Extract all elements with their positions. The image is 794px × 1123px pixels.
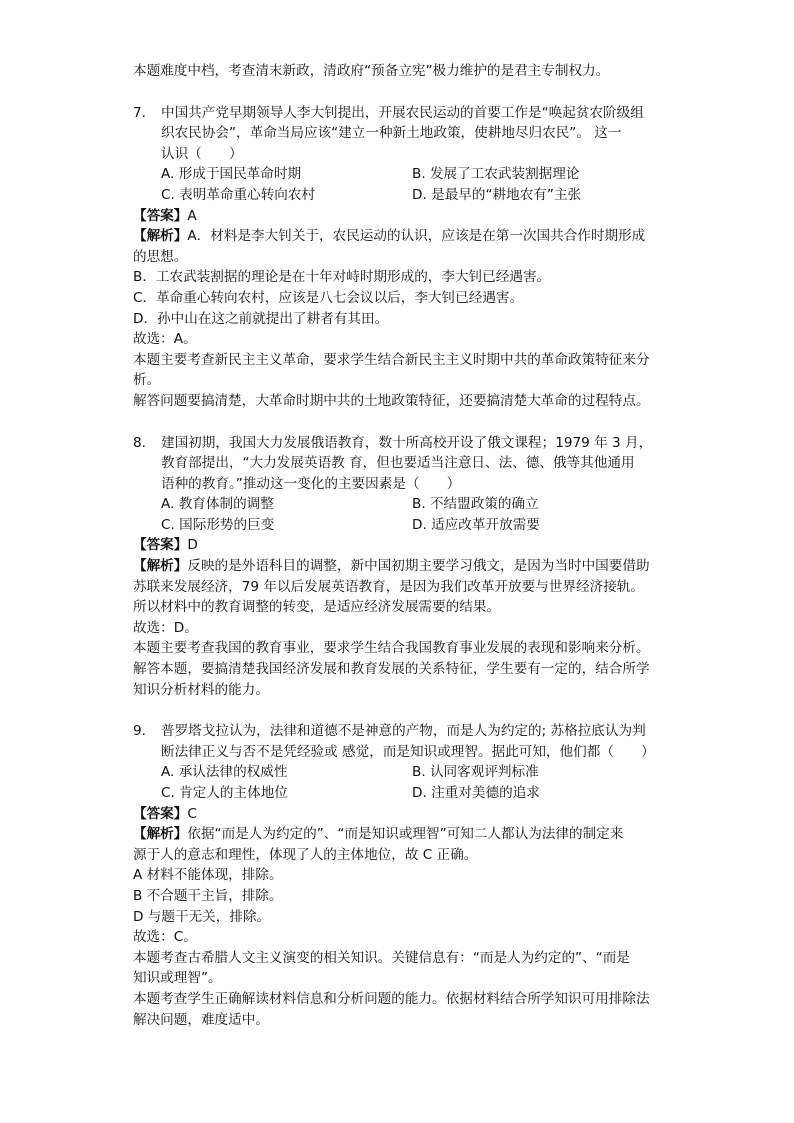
analysis-line: A．材料是李大钊关于，农民运动的认识，应该是在第一次国共合作时期形成	[187, 228, 646, 245]
question-number: 9.	[133, 723, 146, 740]
question-options	[133, 164, 663, 205]
analysis-line: D 与题干无关，排除。	[133, 908, 271, 925]
question-8	[133, 433, 663, 701]
analysis-line: 解决问题，难度适中。	[133, 1011, 269, 1028]
option-c: C. 国际形势的巨变	[161, 516, 275, 533]
analysis-line: 析。	[133, 372, 161, 389]
option-b: B. 认同客观评判标准	[412, 764, 539, 781]
question-number: 7.	[133, 104, 146, 121]
option-a: A. 承认法律的权威性	[161, 764, 288, 781]
answer-line	[133, 535, 663, 556]
question-stem: 8. 建国初期，我国大力发展俄语教育，数十所高校开设了俄文课程；1979 年 3 月， 教育部提出，“大力发展英语教 育，但也要适当注意日、法、德、俄等其他通用 语种的教育。”推动这一变化的主要因素是（ ）	[133, 434, 653, 492]
answer-tag: 【答案】	[133, 537, 188, 554]
analysis-line: 故选：A。	[133, 331, 197, 348]
analysis-line: 本题主要考查新民主主义革命，要求学生结合新民主主义时期中共的革命政策特征来分	[133, 351, 650, 368]
answer-line	[133, 206, 663, 227]
question-options	[133, 762, 663, 803]
analysis-block	[133, 556, 663, 700]
analysis-line: B 不合题干主旨，排除。	[133, 887, 283, 904]
answer-value: A	[187, 207, 197, 224]
analysis-tag: 【解析】	[133, 558, 188, 575]
answer-value: D	[187, 537, 198, 554]
option-a: A. 形成于国民革命时期	[161, 166, 302, 183]
question-number: 8.	[133, 434, 146, 451]
analysis-line: 反映的是外语科目的调整，新中国初期主要学习俄文，是因为当时中国要借助	[187, 558, 650, 575]
analysis-line: C．革命重心转向农村，应该是八七会议以后，李大钊已经遇害。	[133, 289, 524, 306]
question-stem: 7. 中国共产党早期领导人李大钊提出，开展农民运动的首要工作是“唤起贫农阶级组 织农民协会”，革命当局应该“建立一种新土地政策，使耕地尽归农民”。 这一 认识（ ）	[133, 104, 644, 162]
question-stem: 9. 普罗塔戈拉认为，法律和道德不是神意的产物，而是人为约定的; 苏格拉底认为判 断法律正义与否不是凭经验或 感觉，而是知识或理智。据此可知，他们都（ ）	[133, 723, 655, 760]
analysis-line: 故选：C。	[133, 929, 197, 946]
answer-value: C	[187, 805, 197, 822]
answer-tag: 【答案】	[133, 207, 188, 224]
question-9	[133, 721, 663, 1030]
analysis-line: 本题主要考查我国的教育事业，要求学生结合我国教育事业发展的表现和影响来分析。	[133, 640, 650, 657]
analysis-line: 解答本题，要搞清楚我国经济发展和教育发展的关系特征，学生要有一定的，结合所学	[133, 661, 650, 678]
question-options	[133, 494, 663, 535]
analysis-line: 所以材料中的教育调整的转变，是适应经济发展需要的结果。	[133, 599, 501, 616]
option-d: D. 适应改革开放需要	[412, 516, 540, 533]
analysis-line: 知识分析材料的能力。	[133, 681, 269, 698]
analysis-line: B．工农武装割据的理论是在十年对峙时期形成的，李大钊已经遇害。	[133, 269, 551, 286]
analysis-block	[133, 824, 663, 1030]
analysis-line: 故选：D。	[133, 619, 198, 636]
option-c: C. 表明革命重心转向农村	[161, 186, 316, 203]
analysis-line: 解答问题要搞清楚，大革命时期中共的土地政策特征，还要搞清楚大革命的过程特点。	[133, 392, 650, 409]
analysis-line: 知识或理智”。	[133, 970, 222, 987]
analysis-line: 依据“而是人为约定的”、“而是知识或理智”可知二人都认为法律的制定来	[187, 826, 624, 843]
intro-text: 本题难度中档，考查清末新政，清政府“预备立宪”极力维护的是君主专制权力。	[133, 63, 610, 79]
answer-tag: 【答案】	[133, 805, 188, 822]
document-content	[133, 61, 663, 1030]
analysis-line: 苏联来发展经济，79 年以后发展英语教育，是因为我们改革开放要与世界经济接轨。	[133, 578, 644, 595]
analysis-tag: 【解析】	[133, 826, 188, 843]
question-7	[133, 103, 663, 412]
analysis-line: D．孙中山在这之前就提出了耕者有其田。	[133, 310, 389, 327]
analysis-line: 本题考查古希腊人文主义演变的相关知识。关键信息有：“而是人为约定的”、“而是	[133, 949, 630, 966]
analysis-tag: 【解析】	[133, 228, 188, 245]
analysis-line: 本题考查学生正确解读材料信息和分析问题的能力。依据材料结合所学知识可用排除法	[133, 990, 650, 1007]
option-c: C. 肯定人的主体地位	[161, 785, 288, 801]
analysis-line: A 材料不能体现，排除。	[133, 867, 283, 884]
option-b: B. 发展了工农武装割据理论	[412, 166, 580, 183]
analysis-line: 源于人的意志和理性，体现了人的主体地位，故 C 正确。	[133, 846, 478, 863]
option-d: D. 注重对美德的追求	[412, 785, 540, 801]
option-a: A. 教育体制的调整	[161, 496, 274, 513]
option-d: D. 是最早的“耕地农有”主张	[412, 186, 582, 203]
analysis-line: 的思想。	[133, 248, 188, 265]
answer-line	[133, 804, 663, 825]
option-b: B. 不结盟政策的确立	[412, 496, 539, 513]
analysis-block	[133, 226, 663, 411]
